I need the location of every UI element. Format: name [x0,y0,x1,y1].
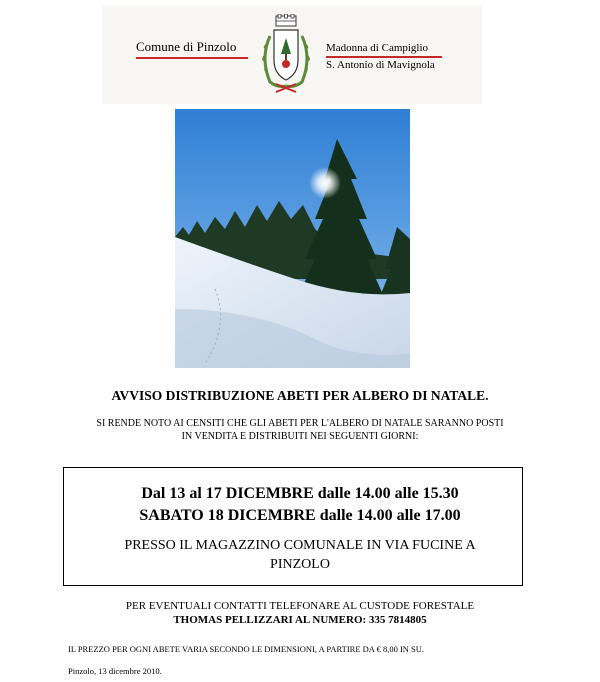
coat-of-arms-icon [256,14,316,98]
municipality-name: Comune di Pinzolo [136,39,237,54]
locality-mavignola: S. Antonio di Mavignola [326,59,435,71]
snowy-forest-photo [175,109,410,368]
red-rule-right [326,56,442,58]
contact-name-phone: THOMAS PELLIZZARI AL NUMERO: 335 7814805 [173,614,427,626]
notice-intro-line: IN VENDITA E DISTRIBUITI NEI SEGUENTI GIORNI: [181,431,419,442]
price-note: IL PREZZO PER OGNI ABETE VARIA SECONDO LE DIMENSIONI, A PARTIRE DA € 8,00 IN SU. [68,644,425,654]
date-line: Pinzolo, 13 dicembre 2010. [68,666,162,676]
schedule-weekdays: Dal 13 al 17 DICEMBRE dalle 14.00 alle 15.30 [141,485,459,502]
schedule-saturday: SABATO 18 DICEMBRE dalle 14.00 alle 17.00 [139,507,461,524]
contact-info: PER EVENTUALI CONTATTI TELEFONARE AL CUSTODE FORESTALE [125,600,475,612]
crown-icon [276,14,296,26]
notice-intro-line: SI RENDE NOTO AI CENSITI CHE GLI ABETI PER L'ALBERO DI NATALE SARANNO POSTI [96,418,504,429]
locality-madonna: Madonna di Campiglio [326,42,429,54]
location-line: PINZOLO [270,557,330,572]
location-line: PRESSO IL MAGAZZINO COMUNALE IN VIA FUCINE A [124,538,476,553]
red-rule-left [136,57,248,59]
notice-title: AVVISO DISTRIBUZIONE ABETI PER ALBERO DI NATALE. [111,388,489,403]
